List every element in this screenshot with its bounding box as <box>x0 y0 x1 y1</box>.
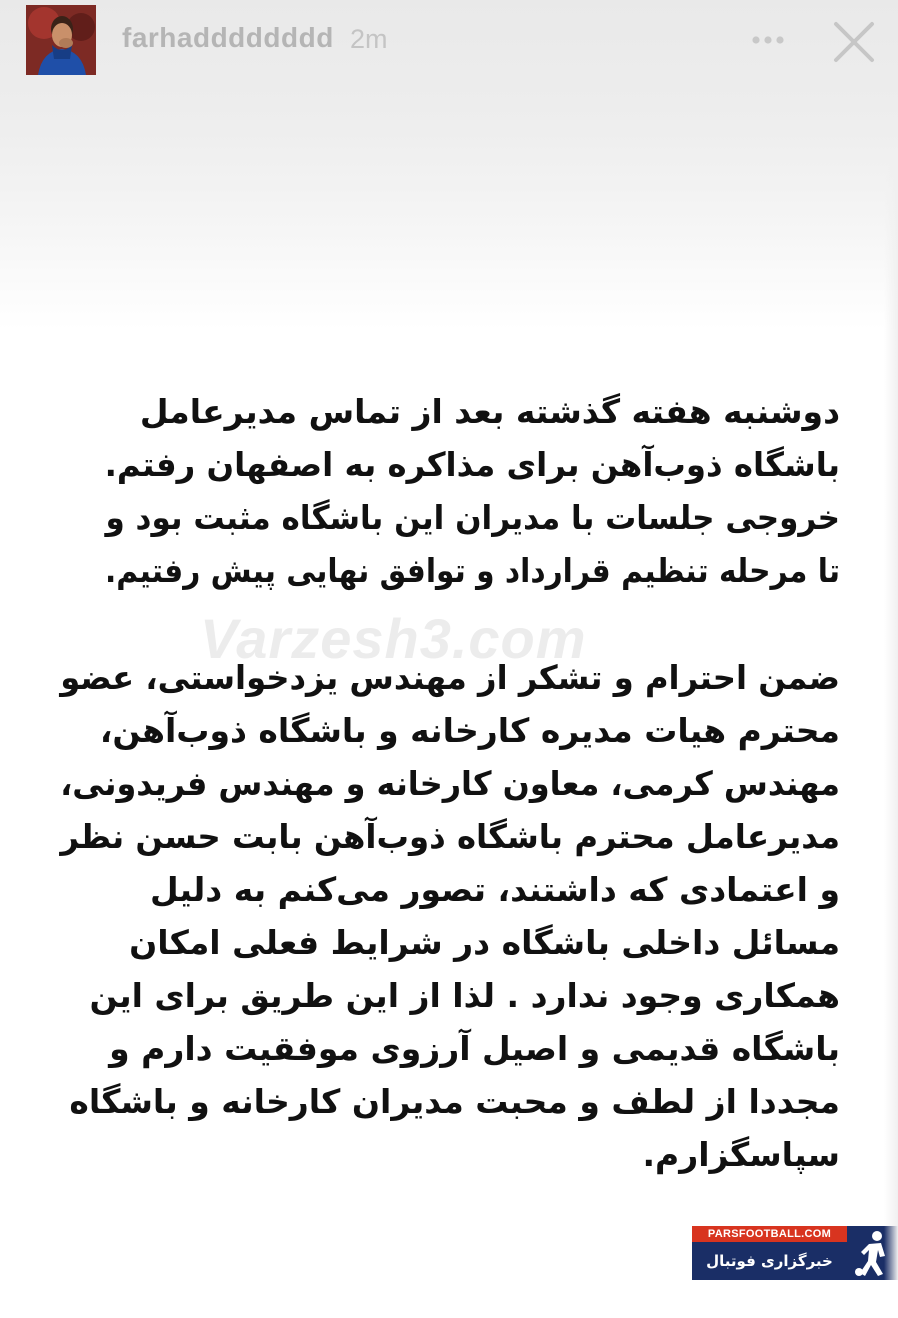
paragraph-1 <box>105 385 840 597</box>
parsfootball-badge <box>692 1226 898 1308</box>
badge-site: PARSFOOTBALL.COM <box>692 1226 847 1242</box>
text-line: مسائل داخلی باشگاه در شرایط فعلی امکان <box>129 923 840 962</box>
text-line: و اعتمادی که داشتند، تصور می‌کنم به دلیل <box>149 870 840 909</box>
paragraph-2 <box>60 651 840 1181</box>
text-line: تا مرحله تنظیم قرارداد و توافق نهایی پیش رفتیم. <box>105 551 841 590</box>
close-icon[interactable] <box>828 16 880 68</box>
username[interactable]: farhadddddddd <box>122 22 334 53</box>
watermark: Varzesh3.com <box>200 607 587 670</box>
story-text <box>60 385 840 1181</box>
story-time: 2m <box>350 24 388 54</box>
football-player-icon <box>847 1226 898 1280</box>
badge-tagline: خبرگزاری فوتبال ایران <box>692 1242 847 1280</box>
text-line: همکاری وجود ندارد . لذا از این طریق برای این <box>89 976 840 1015</box>
avatar-photo <box>26 5 96 75</box>
more-dots-icon[interactable] <box>748 28 788 52</box>
avatar[interactable] <box>26 5 96 75</box>
text-line: ضمن احترام و تشکر از مهندس یزدخواستی، عضو <box>60 658 841 697</box>
text-line: سپاسگزارم. <box>642 1135 840 1174</box>
text-line: باشگاه ذوب‌آهن برای مذاکره به اصفهان رفتم. <box>104 445 841 484</box>
text-line: مهندس کرمی، معاون کارخانه و مهندس فریدونی، <box>60 764 840 803</box>
text-line: مدیرعامل محترم باشگاه ذوب‌آهن بابت حسن نظر <box>60 817 841 856</box>
text-line: محترم هیات مدیره کارخانه و باشگاه ذوب‌آهن، <box>99 711 840 750</box>
text-line: دوشنبه هفته گذشته بعد از تماس مدیرعامل <box>139 392 840 431</box>
text-line: مجددا از لطف و محبت مدیران کارخانه و باشگاه <box>69 1082 840 1121</box>
text-line: باشگاه قدیمی و اصیل آرزوی موفقیت دارم و <box>109 1029 840 1068</box>
text-line: خروجی جلسات با مدیران این باشگاه مثبت بود و <box>105 498 841 537</box>
story-header <box>0 0 898 90</box>
